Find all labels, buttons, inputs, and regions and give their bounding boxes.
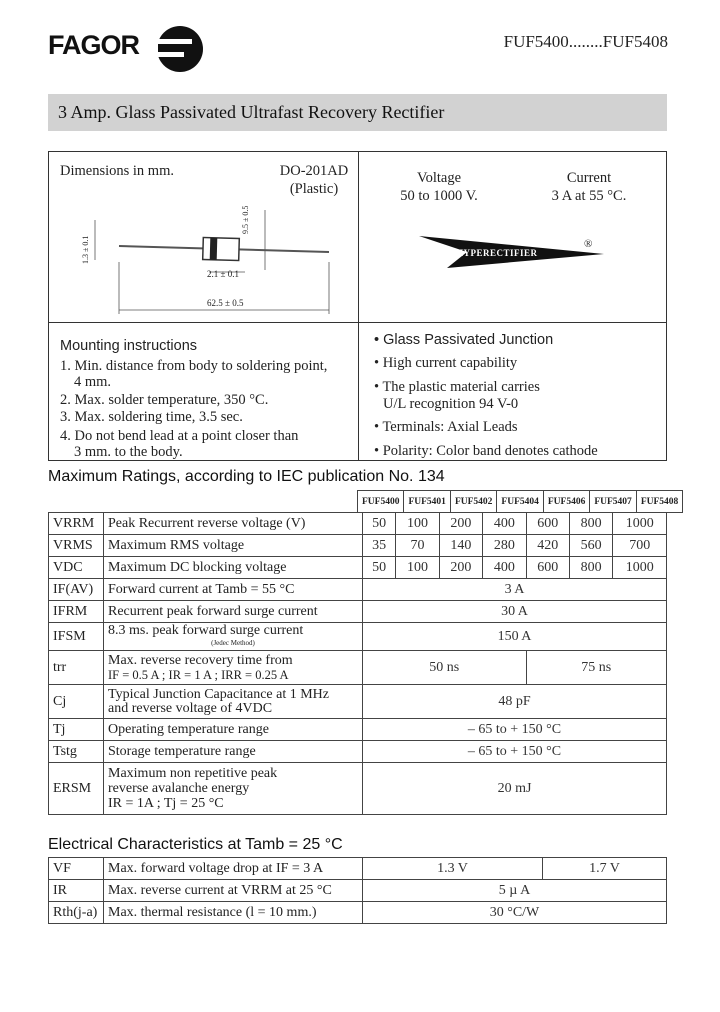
feature-item: • High current capability [374,355,518,371]
hyperectifier-text: HYPERECTIFIER [456,248,538,258]
value-cell: 20 mJ [363,763,667,815]
mounting-item: 2. Max. solder temperature, 350 °C. [60,392,269,408]
brand-logo-icon [152,24,208,74]
registered-mark: ® [584,238,593,250]
value-cell: 30 A [363,601,667,623]
table-row [49,513,667,535]
value-cell: 100 [396,513,439,535]
part-number-header: FUF5407 [590,491,636,513]
part-number-header: FUF5406 [543,491,589,513]
description-cell: Max. forward voltage drop at IF = 3 A [104,858,363,880]
table-row [49,651,667,685]
mounting-item: 3 mm. to the body. [74,444,183,460]
symbol-cell: IFSM [49,623,104,651]
symbol-cell: IFRM [49,601,104,623]
table-row [49,623,667,651]
table-row [49,579,667,601]
mounting-item: 4 mm. [74,374,112,390]
document-title: 3 Amp. Glass Passivated Ultrafast Recovery Rectifier [58,102,445,122]
description-line: Typical Junction Capacitance at 1 MHz [108,686,329,702]
table-row [49,601,667,623]
value-cell: 280 [483,535,526,557]
value-cell: 200 [439,557,482,579]
value-cell: 800 [569,557,612,579]
package-name: DO-201AD [279,163,349,179]
description-line: and reverse voltage of 4VDC [108,700,273,716]
electrical-title: Electrical Characteristics at Tamb = 25 °C [48,836,343,853]
current-value: 3 A at 55 °C. [551,188,627,204]
description-cell: Maximum DC blocking voltage [104,557,363,579]
feature-item: U/L recognition 94 V-0 [383,396,519,412]
electrical-table [48,857,667,924]
value-cell: 5 µ A [363,880,667,902]
value-cell: 30 °C/W [363,902,667,924]
value-cell: 48 pF [363,685,667,719]
value-cell: 3 A [363,579,667,601]
value-cell: – 65 to + 150 °C [363,719,667,741]
symbol-cell: VRRM [49,513,104,535]
value-cell: 1000 [613,513,667,535]
brand-logo-text: FAGOR [48,30,140,60]
value-cell: 420 [526,535,569,557]
symbol-cell: Tstg [49,741,104,763]
mounting-item: 4. Do not bend lead at a point closer than [60,428,299,444]
table-row [49,535,667,557]
description-cell: Max. thermal resistance (l = 10 mm.) [104,902,363,924]
table-row [49,741,667,763]
value-cell: 150 A [363,623,667,651]
description-cell: Forward current at Tamb = 55 °C [104,579,363,601]
value-cell: 140 [439,535,482,557]
value-cell: 600 [526,513,569,535]
value-cell: 400 [483,557,526,579]
mounting-item: 1. Min. distance from body to soldering point, [60,358,328,374]
voltage-label: Voltage [416,170,462,186]
package-note: (Plastic) [289,181,339,197]
value-cell: 100 [396,557,439,579]
value-cell: – 65 to + 150 °C [363,741,667,763]
dim-lead-diameter: 1.3 ± 0.1 [81,235,90,264]
feature-item: • Terminals: Axial Leads [374,419,518,435]
dim-band: 2.1 ± 0.1 [207,269,239,279]
description-line: 8.3 ms. peak forward surge current [108,622,304,638]
value-cell: 50 ns [363,651,527,685]
mounting-title: Mounting instructions [60,338,198,354]
value-cell: 700 [613,535,667,557]
part-number-header: FUF5402 [450,491,496,513]
value-cell: 1000 [613,557,667,579]
part-header-table [357,490,683,513]
value-cell: 50 [363,513,396,535]
description-line: IR = 1A ; Tj = 25 °C [108,796,224,811]
symbol-cell: VDC [49,557,104,579]
description-cell: Recurrent peak forward surge current [104,601,363,623]
value-cell: 35 [363,535,396,557]
spec-box [48,151,667,461]
description-cell [104,623,363,651]
feature-item: • Glass Passivated Junction [374,332,554,348]
dimensions-label: Dimensions in mm. [60,163,174,179]
max-ratings-title: Maximum Ratings, according to IEC publication No. 134 [48,468,445,485]
dim-body-length: 9.5 ± 0.5 [241,205,250,234]
symbol-cell: IR [49,880,104,902]
part-number-header: FUF5401 [404,491,450,513]
description-line: Maximum non repetitive peak [108,766,278,781]
current-label: Current [566,170,612,186]
description-cell [104,685,363,719]
description-cell: Operating temperature range [104,719,363,741]
value-cell: 50 [363,557,396,579]
title-bar [48,94,667,131]
description-cell [104,763,363,815]
value-cell: 560 [569,535,612,557]
table-row [49,719,667,741]
value-cell: 75 ns [526,651,666,685]
description-cell: Maximum RMS voltage [104,535,363,557]
part-number-header: FUF5400 [358,491,404,513]
value-cell: 70 [396,535,439,557]
table-row [49,858,667,880]
description-line: IF = 0.5 A ; IR = 1 A ; IRR = 0.25 A [108,667,289,682]
symbol-cell: Cj [49,685,104,719]
feature-item: • Polarity: Color band denotes cathode [374,443,598,459]
mounting-item: 3. Max. soldering time, 3.5 sec. [60,409,243,425]
symbol-cell: IF(AV) [49,579,104,601]
symbol-cell: trr [49,651,104,685]
symbol-cell: VRMS [49,535,104,557]
table-row [49,902,667,924]
description-line: reverse avalanche energy [108,781,250,796]
description-cell: Max. reverse current at VRRM at 25 °C [104,880,363,902]
description-line: Max. reverse recovery time from [108,652,293,668]
table-row [49,880,667,902]
value-cell: 1.7 V [543,858,667,880]
table-row [49,685,667,719]
description-cell: Peak Recurrent reverse voltage (V) [104,513,363,535]
dim-total-length: 62.5 ± 0.5 [207,298,244,308]
part-number-range: FUF5400........FUF5408 [503,32,668,51]
symbol-cell: Tj [49,719,104,741]
description-cell [104,651,363,685]
symbol-cell: VF [49,858,104,880]
value-cell: 1.3 V [363,858,543,880]
value-cell: 200 [439,513,482,535]
feature-item: • The plastic material carries [374,379,540,395]
part-number-header: FUF5404 [497,491,543,513]
description-note: (Jedec Method) [211,638,255,647]
max-ratings-table [48,512,667,815]
symbol-cell: Rth(j-a) [49,902,104,924]
description-cell: Storage temperature range [104,741,363,763]
value-cell: 400 [483,513,526,535]
value-cell: 800 [569,513,612,535]
voltage-value: 50 to 1000 V. [400,188,478,204]
value-cell: 600 [526,557,569,579]
table-row [49,763,667,815]
table-row [49,557,667,579]
symbol-cell: ERSM [49,763,104,815]
part-number-header: FUF5408 [636,491,682,513]
